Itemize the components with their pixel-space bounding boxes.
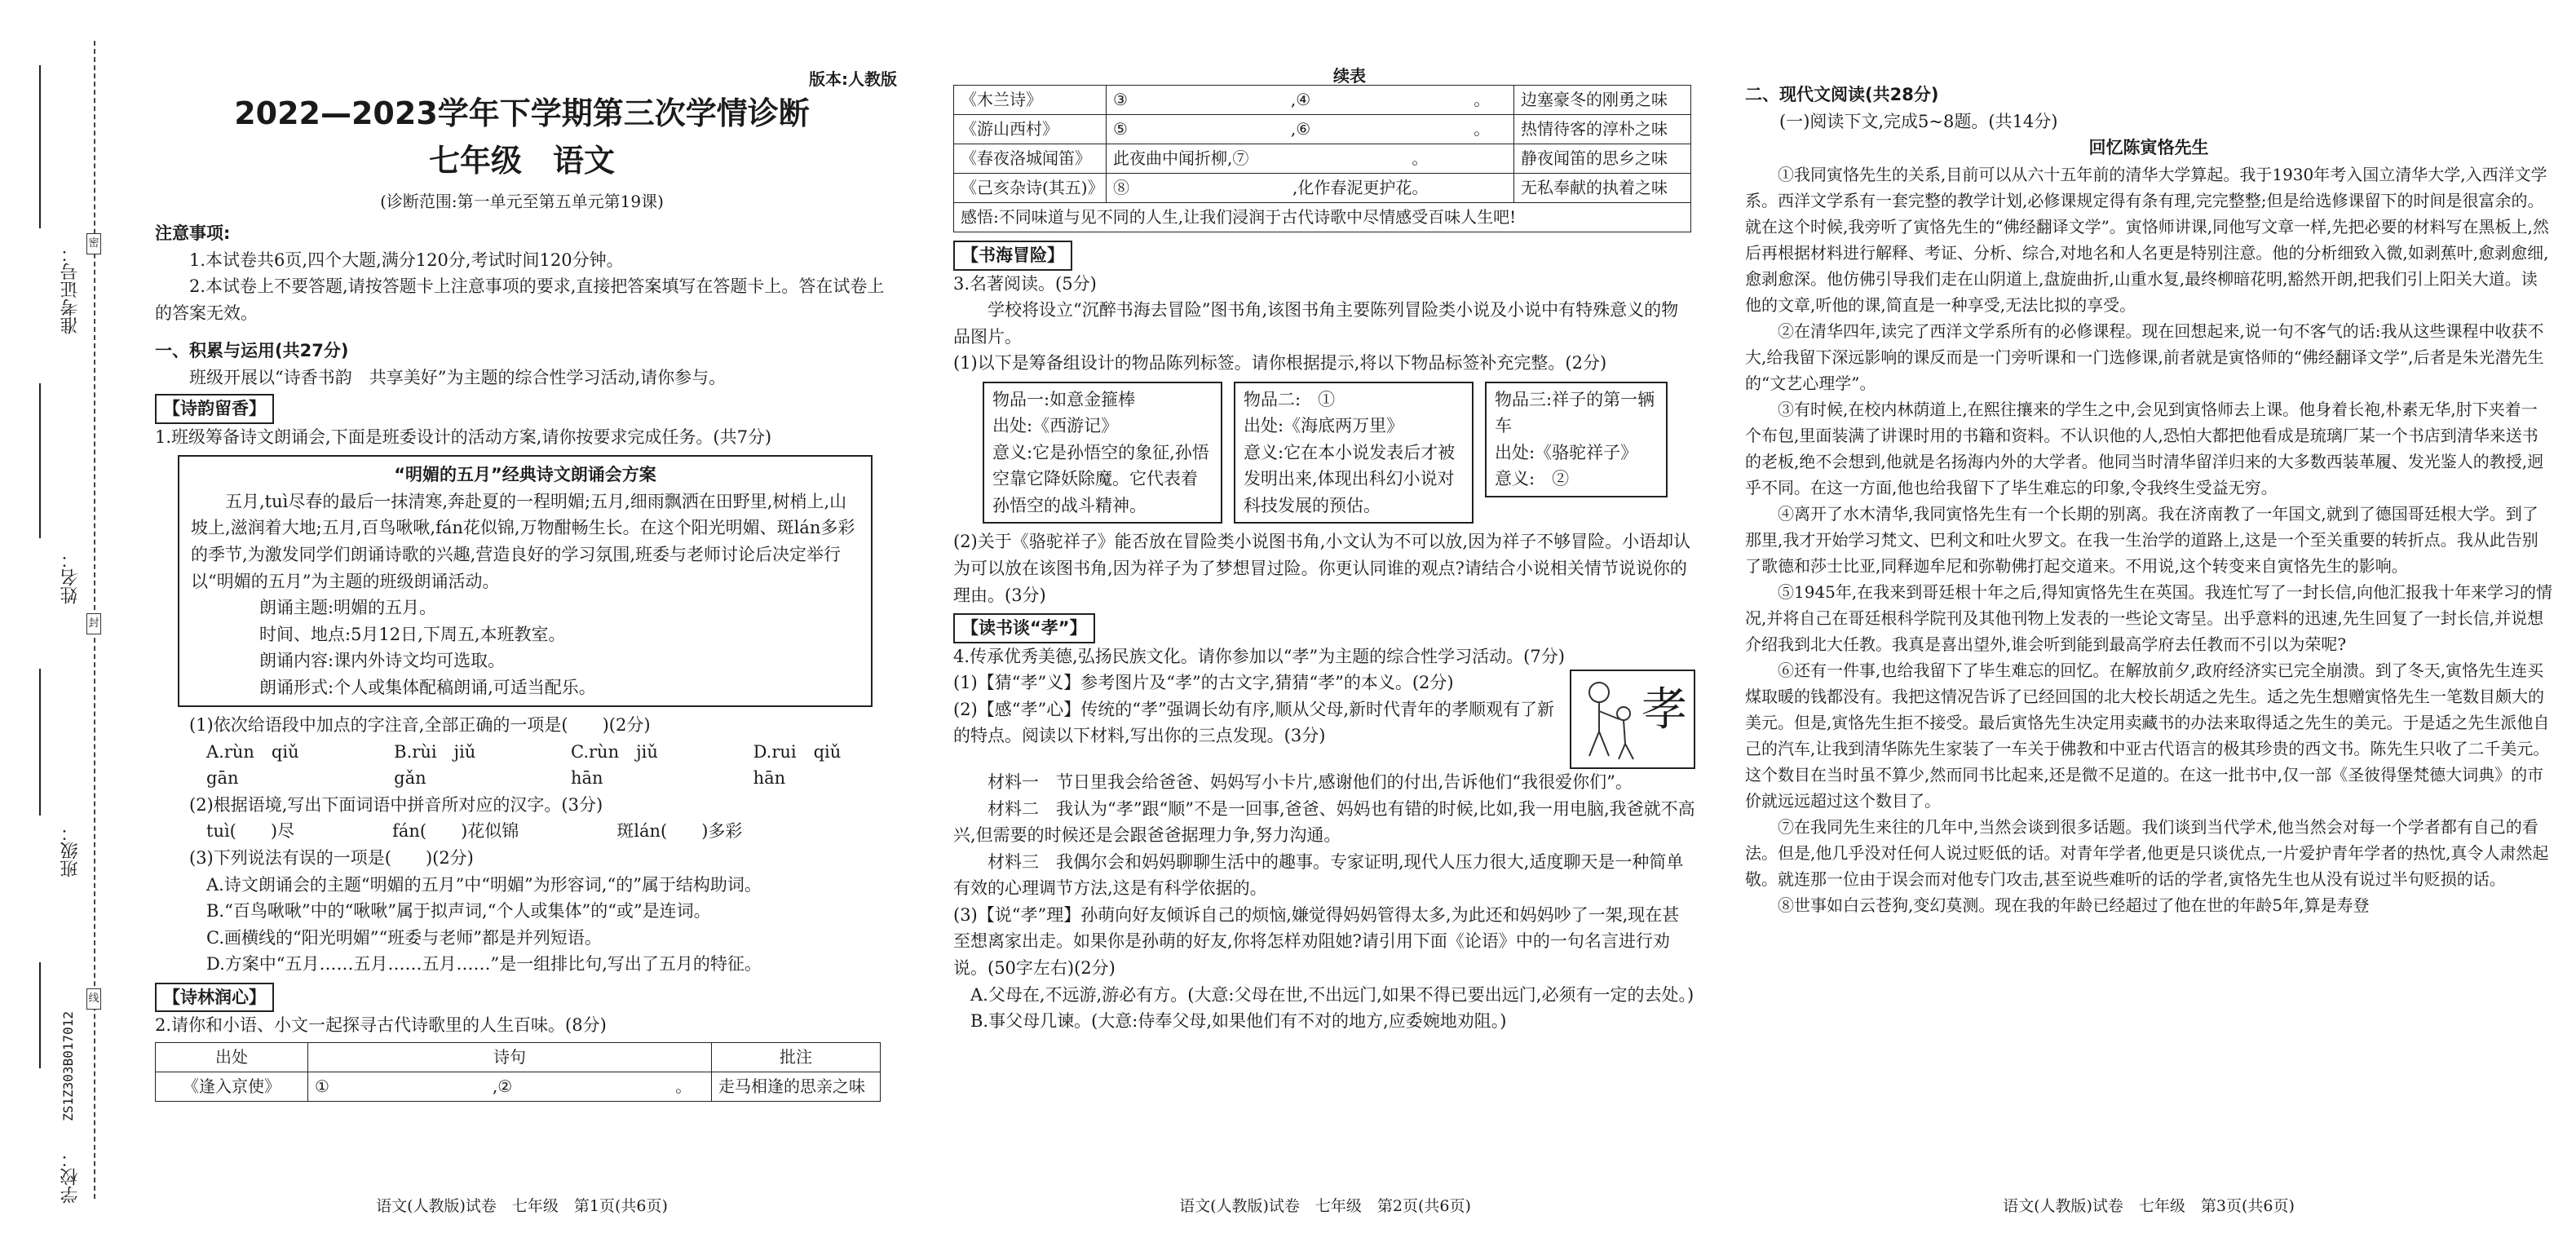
page-footer: 语文(人教版)试卷 七年级 第3页(共6页) — [2003, 1197, 2295, 1215]
name-label: 姓名： — [60, 550, 81, 604]
page-3 — [1745, 0, 2552, 1242]
question-1: 1.班级筹备诗文朗诵会,下面是班委设计的活动方案,请你按要求完成任务。(共7分) — [155, 427, 772, 447]
table-header: 批注 — [712, 1042, 881, 1072]
question-1-1-options — [155, 739, 889, 792]
page-footer: 语文(人教版)试卷 七年级 第2页(共6页) — [1179, 1197, 1471, 1215]
question-3-intro: 学校将设立“沉醉书海去冒险”图书角,该图书角主要陈列冒险类小说及小说中有特殊意义的物品图片。 — [953, 300, 1679, 347]
question-3-1: (1)以下是筹备组设计的物品陈列标签。请你根据提示,将以下物品标签补充完整。(2分) — [953, 353, 1607, 373]
article-paragraph: ⑧世事如白云苍狗,变幻莫测。现在我的年龄已经超过了他在世的年龄5年,算是寿登 — [1778, 895, 2370, 915]
item-meaning: 意义:它在本小说发表后才被发明出来,体现出科幻小说对科技发展的预估。 — [1244, 442, 1456, 515]
table-row — [954, 144, 1691, 174]
option[interactable]: C.画横线的“阳光明媚”“班委与老师”都是并列短语。 — [206, 927, 602, 948]
table-cell: 《游山西村》 — [954, 115, 1107, 144]
table-row — [954, 115, 1691, 144]
edition-label: 版本:人教版 — [809, 69, 897, 89]
article-paragraph: ⑦在我同先生来往的几年中,当然会谈到很多话题。我们谈到当代学术,他当然会对每一个学者都有自己的看法。但是,他几乎没对任何人说过贬低的话。对青年学者,他更是只谈优点,一片爱护青年学者的热忱,真令人肃然起敬。就连那一位由于误会而对他专门攻击,甚至说些难听的话的学者,寅恪先生也从没有说过半句贬损的话。 — [1745, 816, 2549, 889]
seal-mark: 封 — [86, 613, 101, 634]
tag-poem: 【诗韵留香】 — [155, 394, 274, 424]
tag-poetry: 【诗林润心】 — [155, 983, 274, 1013]
table-header: 诗句 — [308, 1042, 712, 1072]
filial-illustration — [1570, 670, 1695, 769]
item-source: 出处:《海底两万里》 — [1244, 416, 1404, 436]
table-cell: 走马相逢的思亲之味 — [712, 1072, 881, 1101]
ancient-glyph: 孝 — [1641, 683, 1687, 737]
article-title: 回忆陈寅恪先生 — [2088, 138, 2209, 158]
item-source: 出处:《西游记》 — [992, 416, 1119, 436]
table-header: 出处 — [156, 1042, 308, 1072]
table-row — [954, 86, 1691, 115]
table-cell[interactable]: ① ,② 。 — [308, 1072, 712, 1101]
table-row — [156, 1072, 881, 1101]
table-cell: 《木兰诗》 — [954, 86, 1107, 115]
table-cell[interactable]: 此夜曲中闻折柳,⑦ 。 — [1107, 144, 1514, 174]
section-1-heading: 一、积累与运用(共27分) — [155, 341, 349, 361]
question-4-3: (3)【说“孝”理】孙萌向好友倾诉自己的烦恼,嫌觉得妈妈管得太多,为此还和妈妈吵了一架,现在甚至想离家出走。如果你是孙萌的好友,你将怎样劝阻她?请引用下面《论语》中的一句名言进行劝说。(50字左右)(2分) — [953, 904, 1680, 979]
article-paragraph: ⑤1945年,在我来到哥廷根十年之后,得知寅恪先生在英国。我连忙写了一封长信,向他汇报我十年来学习的情况,并将自己在哥廷根科学院刊及其他刊物上发表的一些论文寄呈。出乎意料的迅速,先生回复了一封长信,并说想介绍我到北大任教。我真是喜出望外,谁会听到能到最高学府去任教而不引以为荣呢? — [1745, 581, 2552, 654]
poem-table-continued — [953, 85, 1691, 232]
plan-item: 朗诵主题:明媚的五月。 — [259, 598, 437, 618]
question-1-2-items — [155, 818, 889, 845]
class-line[interactable] — [39, 669, 41, 815]
seal-mark: 密 — [86, 233, 101, 254]
item-source: 出处:《骆驼祥子》 — [1495, 442, 1638, 462]
notice-title: 注意事项: — [155, 223, 231, 243]
seal-mark: 线 — [86, 988, 101, 1010]
article-paragraph: ③有时候,在校内林荫道上,在熙往攘来的学生之中,会见到寅恪师去上课。他身着长袍,朴素无华,肘下夹着一个布包,里面装满了讲课时用的书籍和资料。不认识他的人,恐怕大都把他看成是琉璃厂某一个书店到清华来送书的老板,绝不会想到,他就是名扬海内外的大学者。他同当时清华留洋归来的大多数西装革履、发光鉴人的教授,迥乎不同。在这一方面,他也给我留下了毕生难忘的印象,令我终生受益无穷。 — [1745, 399, 2544, 497]
table-cell[interactable]: ③ ,④ 。 — [1107, 86, 1514, 115]
plan-title: “明媚的五月”经典诗文朗诵会方案 — [394, 465, 656, 485]
question-1-3: (3)下列说法有误的一项是( )(2分) — [189, 848, 474, 869]
school-line[interactable] — [39, 962, 41, 1068]
option[interactable]: C.rùn jiǔ hān — [571, 741, 675, 789]
poem-table — [155, 1042, 881, 1102]
page-1 — [147, 0, 897, 1242]
option[interactable]: A.诗文朗诵会的主题“明媚的五月”中“明媚”为形容词,“的”属于结构助词。 — [206, 874, 762, 895]
table-cell: 静夜闻笛的思乡之味 — [1514, 144, 1691, 174]
plan-item: 时间、地点:5月12日,下周五,本班教室。 — [259, 624, 566, 644]
reading-instruction: (一)阅读下文,完成5~8题。(共14分) — [1779, 111, 2058, 131]
table-cell: 无私奉献的执着之味 — [1514, 174, 1691, 203]
section-1-intro: 班级开展以“诗香书韵 共享美好”为主题的综合性学习活动,请你参与。 — [189, 367, 727, 387]
article-paragraph: ②在清华四年,读完了西洋文学系所有的必修课程。现在回想起来,说一句不客气的话:我从这些课程中收获不大,给我留下深远影响的课反而是一门旁听课和一门选修课,前者就是寅恪师的“佛经翻译文学”,后者是朱光潜先生的“文艺心理学”。 — [1745, 320, 2544, 393]
exam-title: 2022—2023学年下学期第三次学情诊断 — [234, 95, 810, 131]
item-meaning: 意义:它是孙悟空的象征,孙悟空靠它降妖除魔。它代表着孙悟空的战斗精神。 — [992, 442, 1209, 515]
exam-no-line[interactable] — [39, 65, 41, 228]
question-4-1: (1)【猜“孝”义】参考图片及“孝”的古文字,猜猜“孝”的本义。(2分) — [953, 673, 1454, 693]
item-labels — [983, 382, 1695, 524]
table-cell: 边塞豪冬的刚勇之味 — [1514, 86, 1691, 115]
barcode-text: ZS1Z303B017012 — [60, 1011, 76, 1121]
tag-filial: 【读书谈“孝”】 — [953, 613, 1095, 643]
pinyin-item: tuì( )尽 — [206, 821, 295, 842]
exam-no-label: 准考证号： — [60, 245, 81, 334]
item-card — [1234, 382, 1474, 524]
tag-book: 【书海冒险】 — [953, 241, 1072, 271]
pinyin-item: fán( )花似锦 — [392, 821, 519, 842]
table-cell: 《春夜洛城闻笛》 — [954, 144, 1107, 174]
item-card — [1485, 382, 1668, 497]
section-2-heading: 二、现代文阅读(共28分) — [1745, 85, 1939, 104]
table-row — [954, 174, 1691, 203]
exam-subtitle: 七年级 语文 — [428, 143, 615, 179]
article-paragraph: ④离开了水木清华,我同寅恪先生有一个长期的别离。我在济南教了一年国文,就到了德国哥廷根大学。到了那里,我才开始学习梵文、巴利文和吐火罗文。在我一生治学的道路上,这是一个至关重要的转折点。我从此告别了歌德和莎士比亚,同释迦牟尼和弥勒佛打起交道来。不用说,这个转变来自寅恪先生的影响。 — [1745, 503, 2538, 576]
table-footer: 感悟:不同味道与见不同的人生,让我们浸润于古代诗歌中尽情感受百味人生吧! — [954, 203, 1691, 232]
plan-item: 朗诵内容:课内外诗文均可选取。 — [259, 651, 506, 671]
school-label: 学校： — [60, 1150, 81, 1204]
option[interactable]: D.rui qiǔ hān — [753, 741, 859, 789]
article-paragraph: ⑥还有一件事,也给我留下了毕生难忘的回忆。在解放前夕,政府经济实已完全崩溃。到了冬天,寅恪先生连买煤取暖的钱都没有。我把这情况告诉了已经回国的北大校长胡适之先生。适之先生想赠寅恪先生一笔数目颇大的美元。但是,寅恪先生拒不接受。最后寅恪先生决定用卖藏书的办法来取得适之先生的美元。于是适之先生派他自己的汽车,让我到清华陈先生家装了一车关于佛教和中亚古代语言的极其珍贵的西文书。陈先生只收了二千美元。这个数目在当时虽不算少,然而同书比起来,还是微不足道的。在这一批书中,仅一部《圣彼得堡梵德大词典》的市价就远远超过这个数目了。 — [1745, 660, 2550, 811]
notice-item: 1.本试卷共6页,四个大题,满分120分,考试时间120分钟。 — [189, 250, 624, 270]
option: A.父母在,不远游,游必有方。(大意:父母在世,不出远门,如果不得已要出远门,必须有一定的去处。) — [970, 984, 1695, 1005]
option[interactable]: B.rùi jiǔ gǎn — [394, 741, 493, 789]
elder-child-icon — [1575, 674, 1648, 764]
option[interactable]: B.“百鸟啾啾”中的“啾啾”属于拟声词,“个人或集体”的“或”是连词。 — [206, 901, 711, 922]
question-3-2: (2)关于《骆驼祥子》能否放在冒险类小说图书角,小文认为不可以放,因为祥子不够冒险。小语却认为可以放在该图书角,因为祥子为了梦想冒过险。你更认同谁的观点?请结合小说相关情节说说你的理由。(3分) — [953, 532, 1691, 605]
item-meaning[interactable]: 意义: ② — [1495, 469, 1621, 489]
name-line[interactable] — [39, 383, 41, 538]
question-2: 2.请你和小语、小文一起探寻古代诗歌里的人生百味。(8分) — [155, 1015, 607, 1036]
option[interactable]: A.rùn qiǔ gān — [206, 741, 316, 789]
item-card — [983, 382, 1222, 524]
plan-box — [178, 455, 873, 707]
question-1-2: (2)根据语境,写出下面词语中拼音所对应的汉字。(3分) — [189, 794, 603, 815]
article-paragraph: ①我同寅恪先生的关系,目前可以从六十五年前的清华大学算起。我于1930年考入国立清华大学,入西洋文学系。西洋文学系有一套完整的教学计划,必修课规定得有条有理,完完整整;但是给选修课留下的时间是很富余的。就在这个时候,我旁听了寅恪先生的“佛经翻译文学”。寅恪师讲课,同他写文章一样,先把必要的材料写在黑板上,然后再根据材料进行解释、考证、分析、综合,对地名和人名更是特别注意。他的分析细致入微,如剥蕉叶,愈剥愈细,愈剥愈深。他仿佛引导我们走在山阴道上,盘旋曲折,山重水复,最终柳暗花明,豁然开朗,把我们引上阳关大道。读他的文章,听他的课,简直是一种享受,无法比拟的享受。 — [1745, 164, 2549, 315]
question-3: 3.名著阅读。(5分) — [953, 273, 1097, 294]
page-footer: 语文(人教版)试卷 七年级 第1页(共6页) — [376, 1197, 668, 1215]
question-4-2: (2)【感“孝”心】传统的“孝”强调长幼有序,顺从父母,新时代青年的孝顺观有了新的特点。阅读以下材料,写出你的三点发现。(3分) — [953, 699, 1555, 746]
question-1-1: (1)依次给语段中加点的字注音,全部正确的一项是( )(2分) — [189, 715, 651, 736]
option: B.事父母几谏。(大意:侍奉父母,如果他们有不对的地方,应委婉地劝阻。) — [970, 1011, 1507, 1032]
table-cell[interactable]: ⑧ ,化作春泥更护花。 — [1107, 174, 1514, 203]
table-cell: 热情待客的淳朴之味 — [1514, 115, 1691, 144]
page-2 — [950, 0, 1700, 1242]
table-cell: 《逢入京使》 — [156, 1072, 308, 1101]
notice-item: 2.本试卷上不要答题,请按答题卡上注意事项的要求,直接把答案填写在答题卡上。答在试卷上的答案无效。 — [155, 276, 885, 323]
item-name: 物品一:如意金箍棒 — [992, 389, 1136, 409]
pinyin-item: 斑lán( )多彩 — [616, 821, 743, 842]
table-cell[interactable]: ⑤ ,⑥ 。 — [1107, 115, 1514, 144]
exam-scope: (诊断范围:第一单元至第五单元第19课) — [380, 192, 664, 211]
plan-item: 朗诵形式:个人或集体配稿朗诵,可适当配乐。 — [259, 677, 596, 697]
continued-label: 续表 — [1333, 66, 1366, 86]
table-row — [954, 203, 1691, 232]
plan-body: 五月,tuì尽春的最后一抹清寒,奔赴夏的一程明媚;五月,细雨飘洒在田野里,树梢上,山坡上,滋润着大地;五月,百鸟啾啾,fán花似锦,万物酣畅生长。在这个阳光明媚、斑lán多彩的季节,为激发同学们朗诵诗歌的兴趣,营造良好的学习氛围,班委与老师讨论后决定举行以“明媚的五月”为主题的班级朗诵活动。 — [191, 491, 855, 591]
material-1: 材料一 节日里我会给爸爸、妈妈写小卡片,感谢他们的付出,告诉他们“我很爱你们”。 — [988, 772, 1633, 793]
question-4: 4.传承优秀美德,弘扬民族文化。请你参加以“孝”为主题的综合性学习活动。(7分) — [953, 646, 1565, 666]
table-cell: 《己亥杂诗(其五)》 — [954, 174, 1107, 203]
option[interactable]: D.方案中“五月……五月……五月……”是一组排比句,写出了五月的特征。 — [206, 954, 762, 975]
item-name: 物品三:祥子的第一辆车 — [1495, 389, 1655, 436]
item-name[interactable]: 物品二: ① — [1244, 389, 1404, 409]
material-2: 材料二 我认为“孝”跟“顺”不是一回事,爸爸、妈妈也有错的时候,比如,我一用电脑,我爸就不高兴,但需要的时候还是会跟爸爸据理力争,努力沟通。 — [953, 798, 1695, 846]
class-label: 班级： — [60, 824, 81, 877]
material-3: 材料三 我偶尔会和妈妈聊聊生活中的趣事。专家证明,现代人压力很大,适度聊天是一种简单有效的心理调节方法,这是有科学依据的。 — [953, 851, 1684, 899]
